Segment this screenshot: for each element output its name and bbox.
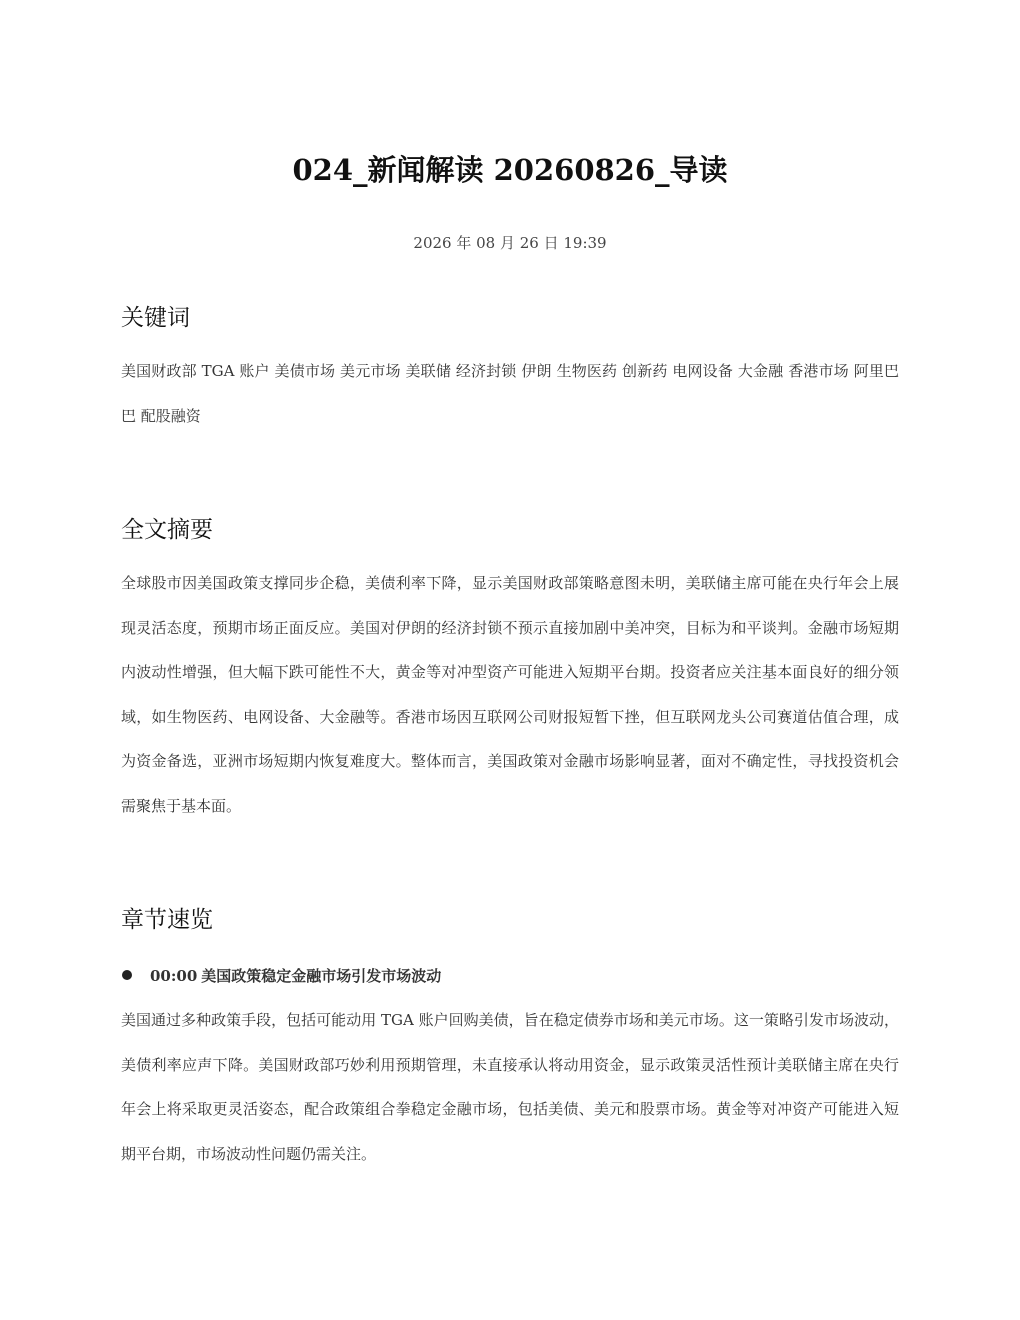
chapter-text: 美国通过多种政策手段，包括可能动用 TGA 账户回购美债，旨在稳定债券市场和美元市场。这一策略引发市场波动，美债利率应声下降。美国财政部巧妙利用预期管理，未直接承认将动用资金，显示政策灵活性预计美联储主席在央行年会上将采取更灵活姿态，配合政策组合拳稳定金融市场，包括美债、美元和股票市场。黄金等对冲资产可能进入短期平台期，市场波动性问题仍需关注。 <box>121 1011 899 1163</box>
chapter-item <box>121 962 899 988</box>
chapter-heading <box>150 965 441 986</box>
chapter-title: 美国政策稳定金融市场引发市场波动 <box>201 966 442 985</box>
document-title: 024_新闻解读 20260826_导读 <box>292 153 728 187</box>
keywords-text: 美国财政部 TGA 账户 美债市场 美元市场 美联储 经济封锁 伊朗 生物医药 创新药 电网设备 大金融 香港市场 阿里巴巴 配股融资 <box>121 362 899 425</box>
summary-heading: 全文摘要 <box>121 517 213 543</box>
bullet-icon <box>122 970 132 980</box>
keywords-heading: 关键词 <box>121 305 190 331</box>
chapter-timestamp: 00:00 <box>150 966 198 985</box>
document-datetime: 2026 年 08 月 26 日 19:39 <box>413 234 607 252</box>
summary-text: 全球股市因美国政策支撑同步企稳，美债利率下降，显示美国财政部策略意图未明，美联储主席可能在央行年会上展现灵活态度，预期市场正面反应。美国对伊朗的经济封锁不预示直接加剧中美冲突，目标为和平谈判。金融市场短期内波动性增强，但大幅下跌可能性不大，黄金等对冲型资产可能进入短期平台期。投资者应关注基本面良好的细分领域，如生物医药、电网设备、大金融等。香港市场因互联网公司财报短暂下挫，但互联网龙头公司赛道估值合理，成为资金备选，亚洲市场短期内恢复难度大。整体而言，美国政策对金融市场影响显著，面对不确定性，寻找投资机会需聚焦于基本面。 <box>121 574 899 815</box>
chapters-heading: 章节速览 <box>121 907 213 933</box>
